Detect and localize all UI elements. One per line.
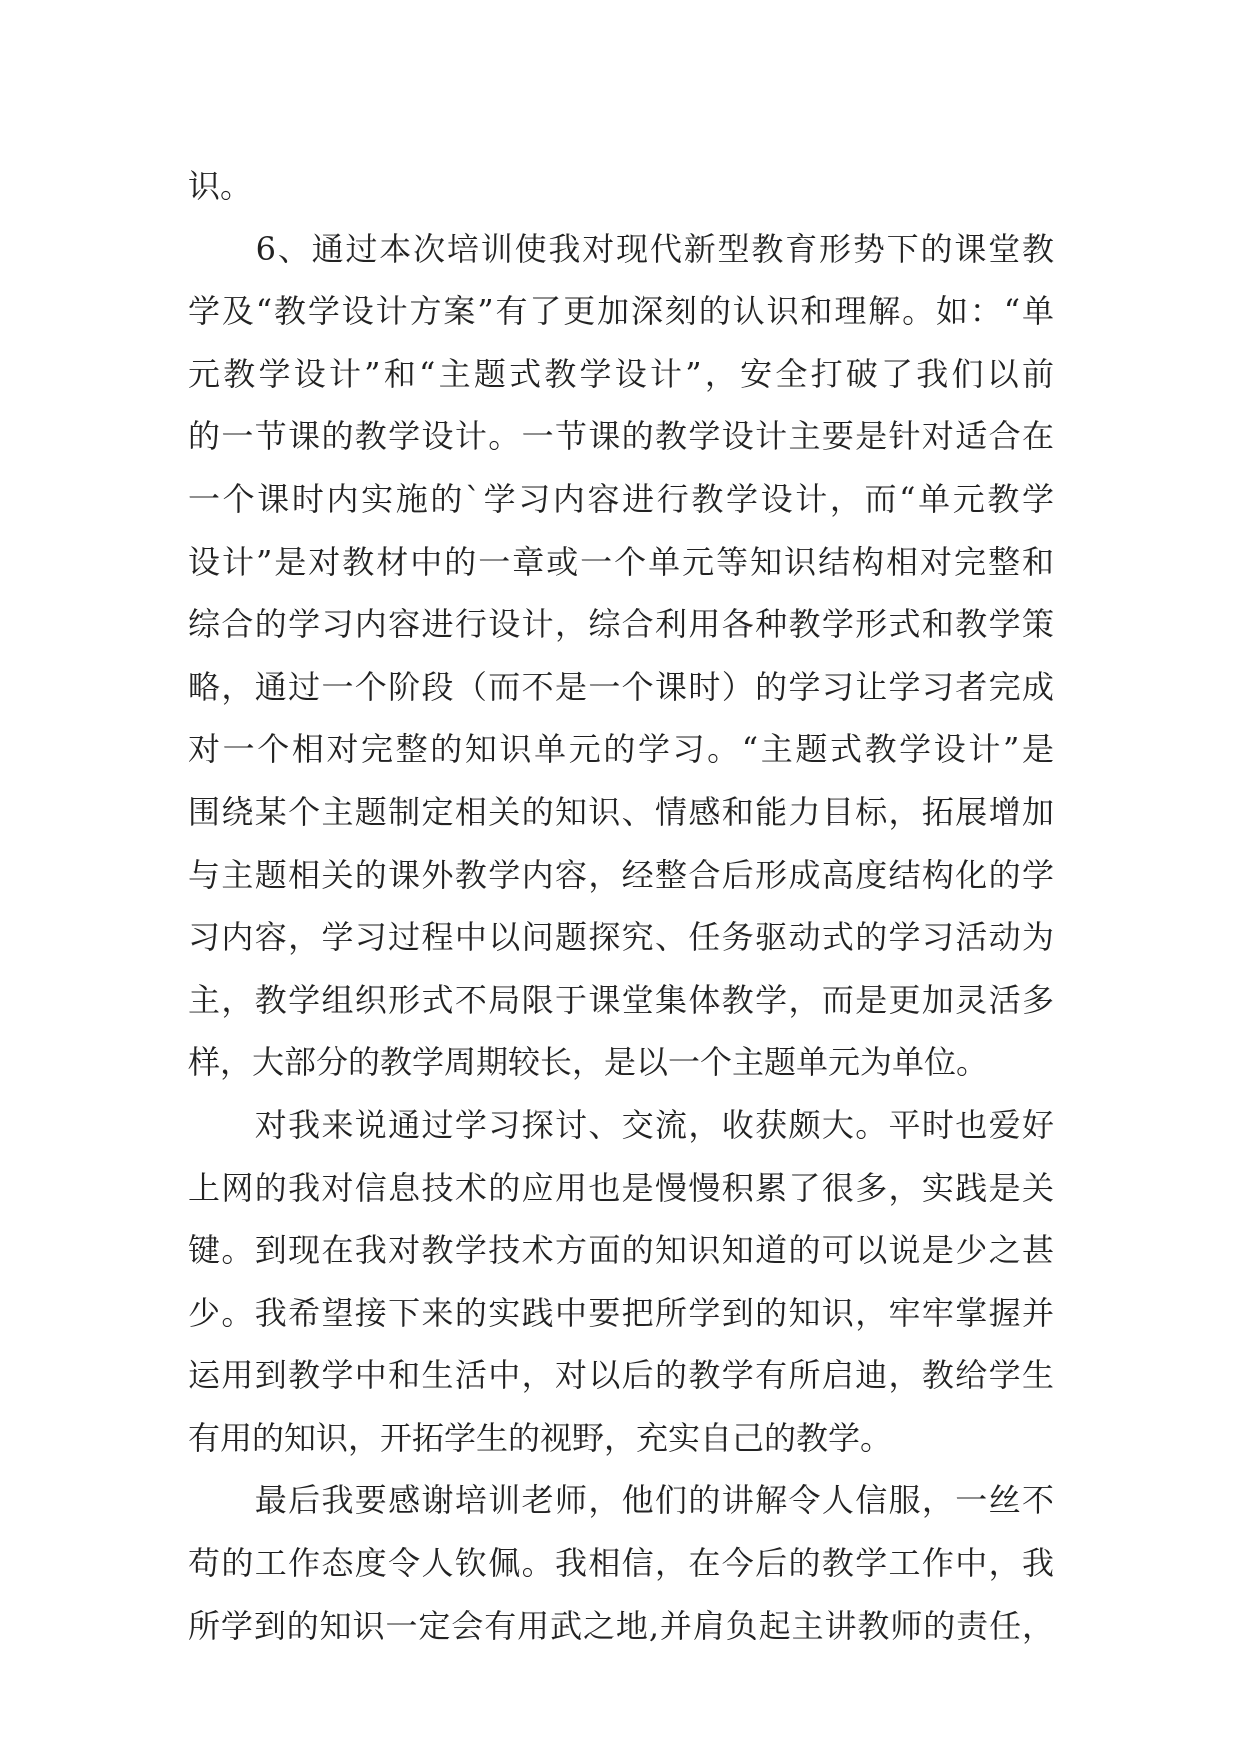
text-line: 少。我希望接下来的实践中要把所学到的知识，牢牢掌握并 [188,1293,1054,1332]
text-line: 运用到教学中和生活中，对以后的教学有所启迪，教给学生 [188,1356,1054,1395]
text-line: 上网的我对信息技术的应用也是慢慢积累了很多，实践是关 [188,1168,1054,1207]
text-line: 主，教学组织形式不局限于课堂集体教学，而是更加灵活多 [188,980,1054,1019]
text-line: 键。到现在我对教学技术方面的知识知道的可以说是少之甚 [188,1231,1054,1270]
text-line: 学及“教学设计方案”有了更加深刻的认识和理解。如：“单 [188,292,1054,331]
text-line: 最后我要感谢培训老师，他们的讲解令人信服，一丝不 [188,1481,1054,1520]
text-line: 围绕某个主题制定相关的知识、情感和能力目标，拓展增加 [188,792,1054,831]
text-line: 6、通过本次培训使我对现代新型教育形势下的课堂教 [188,229,1054,268]
text-line: 综合的学习内容进行设计，综合利用各种教学形式和教学策 [188,605,1054,644]
text-line: 苟的工作态度令人钦佩。我相信，在今后的教学工作中，我 [188,1544,1054,1583]
text-line: 对一个相对完整的知识单元的学习。“主题式教学设计”是 [188,730,1054,769]
text-line: 一个课时内实施的`学习内容进行教学设计，而“单元教学 [188,479,1054,518]
text-line: 有用的知识，开拓学生的视野，充实自己的教学。 [188,1418,893,1457]
text-line: 与主题相关的课外教学内容，经整合后形成高度结构化的学 [188,855,1054,894]
text-line: 的一节课的教学设计。一节课的教学设计主要是针对适合在 [188,417,1054,456]
text-line: 习内容，学习过程中以问题探究、任务驱动式的学习活动为 [188,918,1054,957]
text-line: 所学到的知识一定会有用武之地,并肩负起主讲教师的责任， [188,1606,1054,1645]
text-line: 略，通过一个阶段（而不是一个课时）的学习让学习者完成 [188,667,1054,706]
text-line: 样，大部分的教学周期较长，是以一个主题单元为单位。 [188,1043,989,1082]
text-line: 识。 [188,167,253,205]
text-line: 对我来说通过学习探讨、交流，收获颇大。平时也爱好 [188,1105,1054,1144]
text-line: 元教学设计”和“主题式教学设计”，安全打破了我们以前 [188,354,1054,393]
text-line: 设计”是对教材中的一章或一个单元等知识结构相对完整和 [188,542,1054,581]
body-text [188,155,1054,1657]
